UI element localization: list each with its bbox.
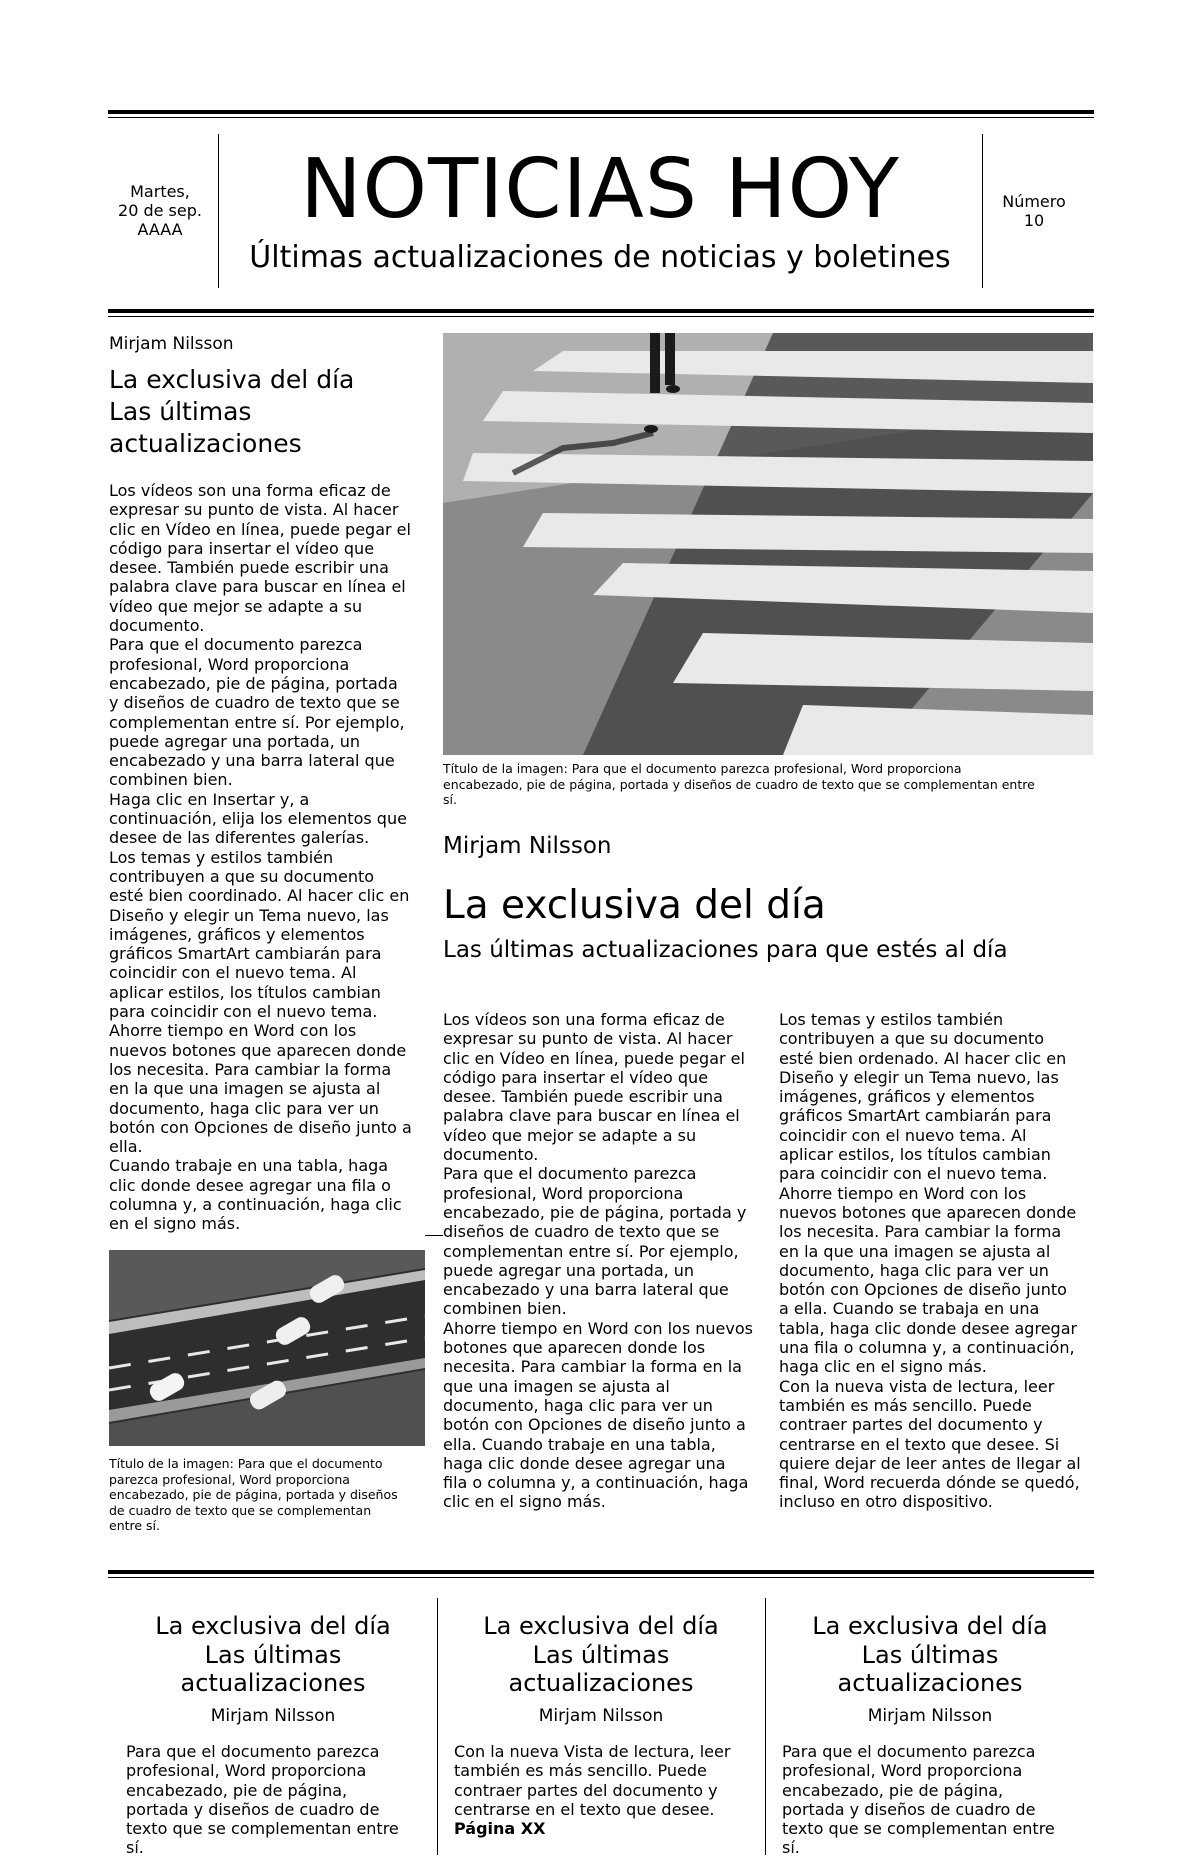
main-headline: La exclusiva del día <box>443 883 826 928</box>
masthead-left-divider <box>218 134 219 288</box>
left-article-body: Los vídeos son una forma eficaz de expresar su punto de vista. Al hacer clic en Vídeo en línea, puede pegar el código para insertar el vídeo que desee. También puede escribir una palabra clave para buscar en línea el vídeo que mejor se adapte a su documento. Para que el documento parezca profesional, Word proporciona encabezado, pie de página, portada y diseños de cuadro de texto que se complementan entre sí. Por ejemplo, puede agregar una portada, un encabezado y una barra lateral que combinen bien. Haga clic en Insertar y, a continuación, elija los elementos que desee de las diferentes galerías. Los temas y estilos también contribuyen a que su documento esté bien coordinado. Al hacer clic en Diseño y elegir un Tema nuevo, las imágenes, gráficos y elementos gráficos SmartArt cambiarán para coincidir con el nuevo tema. Al aplicar estilos, los títulos cambian para coincidir con el nuevo tema. Ahorre tiempo en Word con los nuevos botones que aparecen donde los necesita. Para cambiar la forma en la que una imagen se ajusta al documento, haga clic para ver un botón con Opciones de diseño junto a ella. Cuando trabaje en una tabla, haga clic donde desee agregar una fila o columna y, a continuación, haga clic en el signo más. <box>109 481 412 1234</box>
bottom-3-author: Mirjam Nilsson <box>867 1706 993 1726</box>
issue-date: Martes, 20 de sep. AAAA <box>118 182 202 239</box>
newspaper-subtitle: Últimas actualizaciones de noticias y boletines <box>249 240 951 275</box>
main-image-caption: Título de la imagen: Para que el documento parezca profesional, Word proporciona encabezado, pie de página, portada y diseños de cuadro de texto que se complementan entre sí. <box>443 761 1035 807</box>
newspaper-title: NOTICIAS HOY <box>300 142 900 237</box>
left-author: Mirjam Nilsson <box>109 334 234 354</box>
bottom-section-rule <box>108 1570 1094 1574</box>
main-author: Mirjam Nilsson <box>443 833 612 859</box>
text-wrap-marker <box>425 1235 443 1236</box>
bottom-2-headline: La exclusiva del día Las últimas actualizaciones <box>483 1612 719 1697</box>
masthead-bottom-rule <box>108 309 1094 313</box>
bottom-1-author: Mirjam Nilsson <box>210 1706 336 1726</box>
highway-photo <box>109 1250 425 1446</box>
bottom-3-body: Para que el documento parezca profesional, Word proporciona encabezado, pie de página, portada y diseños de cuadro de texto que se complementan entre sí. <box>782 1742 1055 1858</box>
main-column-2: Los temas y estilos también contribuyen a que su documento esté bien ordenado. Al hacer clic en Diseño y elegir un Tema nuevo, las imágenes, gráficos y elementos gráficos SmartArt cambiarán para coincidir con el nuevo tema. Al aplicar estilos, los títulos cambian para coincidir con el nuevo tema. Ahorre tiempo en Word con los nuevos botones que aparecen donde los necesita. Para cambiar la forma en la que una imagen se ajusta al documento, haga clic para ver un botón con Opciones de diseño junto a ella. Cuando se trabaja en una tabla, haga clic donde desee agregar una fila o columna y, a continuación, haga clic en el signo más. Con la nueva vista de lectura, leer también es más sencillo. Puede contraer partes del documento y centrarse en el texto que desee. Si quiere dejar de leer antes de llegar al final, Word recuerda dónde se quedó, incluso en otro dispositivo. <box>779 1010 1081 1512</box>
bottom-2-body: Con la nueva Vista de lectura, leer también es más sencillo. Puede contraer partes del documento y centrarse en el texto que desee. <box>454 1742 731 1819</box>
masthead-top-thin-rule <box>108 117 1094 118</box>
bottom-1-body: Para que el documento parezca profesional, Word proporciona encabezado, pie de página, portada y diseños de cuadro de texto que se complementan entre sí. <box>126 1742 399 1858</box>
masthead-right-divider <box>982 134 983 288</box>
left-image-caption: Título de la imagen: Para que el documento parezca profesional, Word proporciona encabezado, pie de página, portada y diseños de cuadro de texto que se complementan entre sí. <box>109 1456 398 1533</box>
left-headline: La exclusiva del día Las últimas actualizaciones <box>109 365 355 458</box>
masthead-top-rule <box>108 110 1094 114</box>
bottom-3-headline: La exclusiva del día Las últimas actualizaciones <box>812 1612 1048 1697</box>
page-number-label: Página XX <box>454 1819 546 1838</box>
bottom-2-author: Mirjam Nilsson <box>538 1706 664 1726</box>
issue-number: Número 10 <box>1002 192 1066 230</box>
bottom-section-thin-rule <box>108 1577 1094 1578</box>
masthead-bottom-thin-rule <box>108 316 1094 317</box>
bottom-1-headline: La exclusiva del día Las últimas actualizaciones <box>155 1612 391 1697</box>
crosswalk-photo <box>443 333 1093 755</box>
main-column-1: Los vídeos son una forma eficaz de expresar su punto de vista. Al hacer clic en Vídeo en línea, puede pegar el código para insertar el vídeo que desee. También puede escribir una palabra clave para buscar en línea el vídeo que mejor se adapte a su documento. Para que el documento parezca profesional, Word proporciona encabezado, pie de página, portada y diseños de cuadro de texto que se complementan entre sí. Por ejemplo, puede agregar una portada, un encabezado y una barra lateral que combinen bien. Ahorre tiempo en Word con los nuevos botones que aparecen donde los necesita. Para cambiar la forma en la que una imagen se ajusta al documento, haga clic para ver un botón con Opciones de diseño junto a ella. Cuando trabaje en una tabla, haga clic donde desee agregar una fila o columna y, a continuación, haga clic en el signo más. <box>443 1010 753 1512</box>
main-subheadline: Las últimas actualizaciones para que estés al día <box>443 937 1008 963</box>
